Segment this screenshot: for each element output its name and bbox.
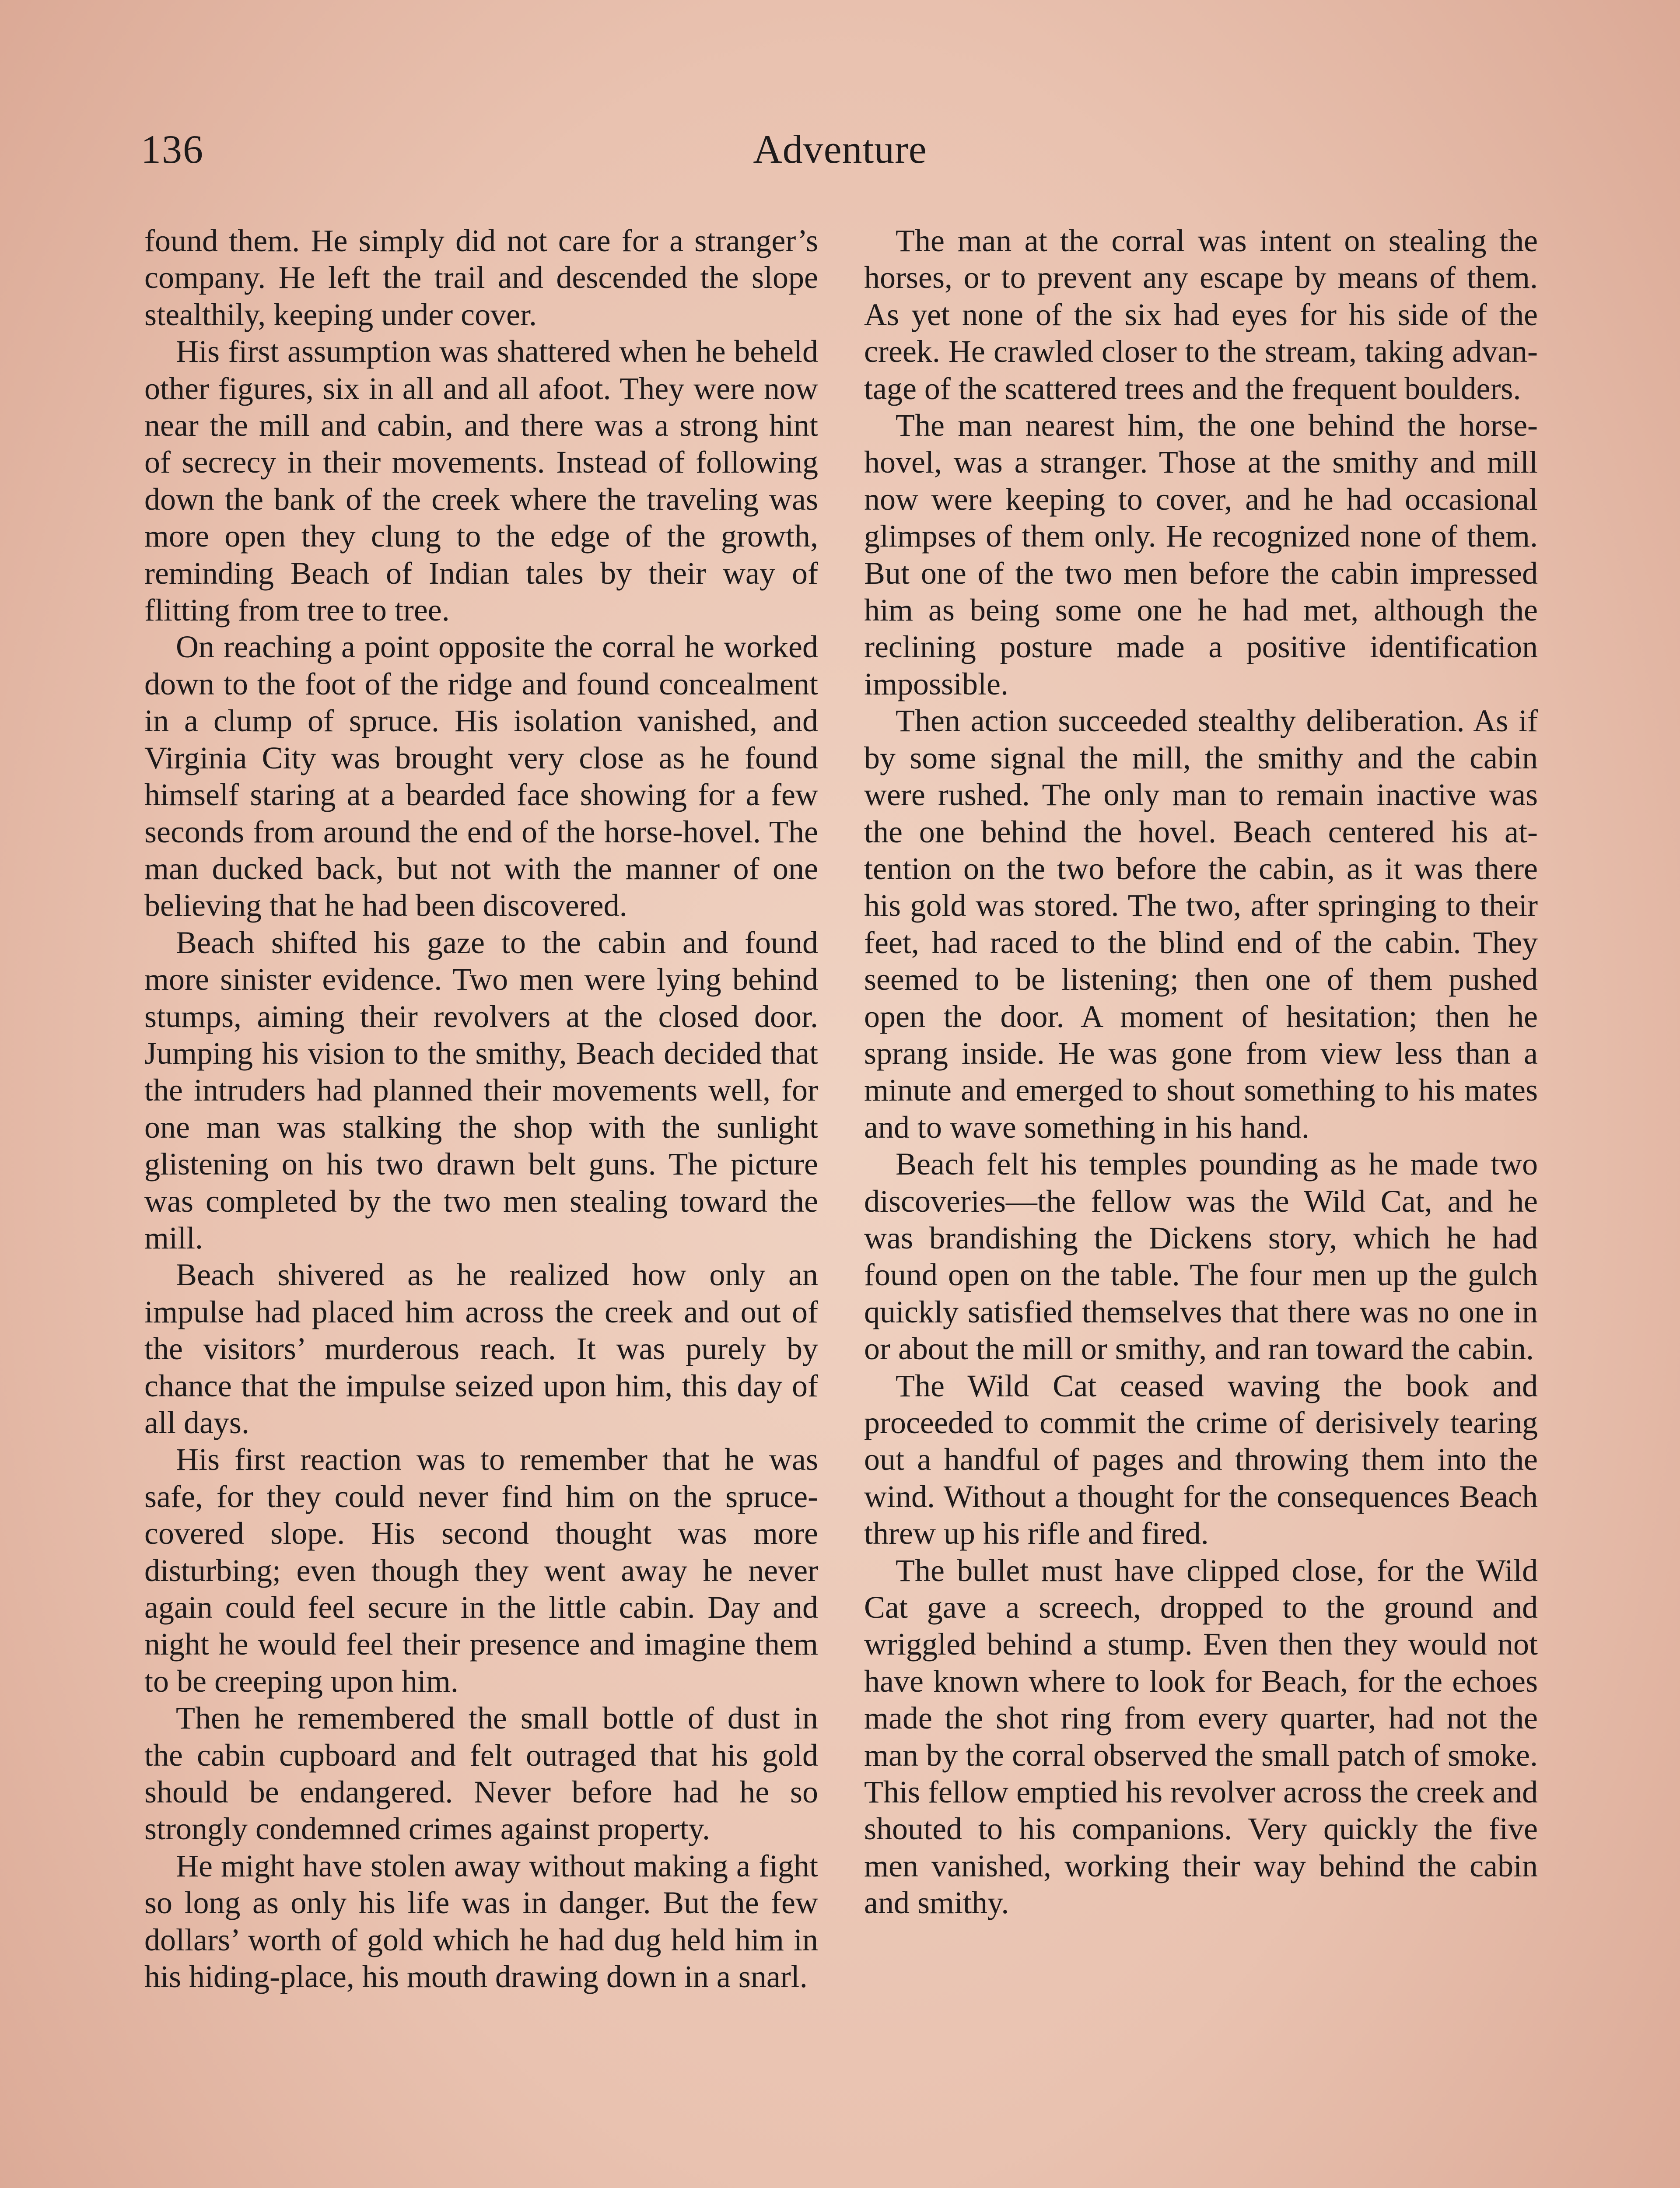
page-number: 136 (141, 127, 204, 172)
paragraph: The bullet must have clipped close, for the Wild Cat gave a screech, dropped to the ground and wriggled behind a stump. Even then they would not have known where to look for Beach, for the echoes made the shot ring from every quarter, had not the man by the corral observed the small patch of smoke. This fellow emptied his revolver across the creek and shouted to his companions. Very quickly the five men vanished, working their way behind the cabin and smithy. (864, 1553, 1538, 1921)
paragraph: Then he remembered the small bottle of dust in the cabin cupboard and felt outraged that his gold should be endangered. Never before had he so strongly condemned crimes against property. (144, 1701, 818, 1847)
paragraph: Beach shifted his gaze to the cabin and found more sinister evidence. Two men were lying behind stumps, aiming their revolvers at the closed door. Jumping his vision to the smithy, Beach decided that the intruders had planned their movements well, for one man was stalking the shop with the sunlight glistening on his two drawn belt guns. The picture was completed by the two men stealing toward the mill. (144, 925, 818, 1255)
paragraph: The man nearest him, the one behind the horse-hovel, was a stranger. Those at the smithy and mill now were keeping to cover, and he had occasional glimpses of them only. He recognized none of them. But one of the two men before the cabin impressed him as being some one he had met, although the reclining posture made a positive identification impossible. (864, 408, 1538, 701)
left-column (144, 222, 818, 1995)
paragraph: The Wild Cat ceased waving the book and proceeded to commit the crime of derisively tearing out a handful of pages and throwing them into the wind. Without a thought for the consequences Beach threw up his rifle and fired. (864, 1368, 1538, 1551)
paragraph: His first assumption was shattered when he beheld other figures, six in all and all afoot. They were now near the mill and cabin, and there was a strong hint of secrecy in their movements. Instead of following down the bank of the creek where the traveling was more open they clung to the edge of the growth, reminding Beach of Indian tales by their way of flitting from tree to tree. (144, 334, 818, 628)
paragraph: Beach felt his temples pounding as he made two discoveries—the fellow was the Wild Cat, and he was brandishing the Dickens story, which he had found open on the table. The four men up the gulch quickly satisfied themselves that there was no one in or about the mill or smithy, and ran toward the cabin. (864, 1147, 1538, 1367)
paragraph: He might have stolen away without making a fight so long as only his life was in danger. But the few dollars’ worth of gold which he had dug held him in his hiding-place, his mouth drawing down in a snarl. (144, 1848, 818, 1995)
paragraph: found them. He simply did not care for a stranger’s company. He left the trail and descended the slope stealthily, keeping under cover. (144, 223, 818, 332)
paragraph: The man at the corral was intent on stealing the horses, or to prevent any escape by means of them. As yet none of the six had eyes for his side of the creek. He crawled closer to the stream, taking advantage of the scattered trees and the frequent boulders. (864, 223, 1538, 406)
running-title: Adventure (753, 127, 927, 172)
right-column (864, 222, 1538, 1922)
paragraph: Beach shivered as he realized how only an impulse had placed him across the creek and out of the visitors’ murderous reach. It was purely by chance that the impulse seized upon him, this day of all days. (144, 1257, 818, 1440)
paragraph: Then action succeeded stealthy deliberation. As if by some signal the mill, the smithy and the cabin were rushed. The only man to remain inactive was the one behind the hovel. Beach centered his attention on the two before the cabin, as it was there his gold was stored. The two, after springing to their feet, had raced to the blind end of the cabin. They seemed to be listening; then one of them pushed open the door. A moment of hesitation; then he sprang inside. He was gone from view less than a minute and emerged to shout something to his mates and to wave something in his hand. (864, 703, 1538, 1145)
paragraph: His first reaction was to remember that he was safe, for they could never find him on the spruce-covered slope. His second thought was more disturbing; even though they went away he never again could feel secure in the little cabin. Day and night he would feel their presence and imagine them to be creeping upon him. (144, 1442, 818, 1699)
paragraph: On reaching a point opposite the corral he worked down to the foot of the ridge and found concealment in a clump of spruce. His isolation vanished, and Virginia City was brought very close as he found himself staring at a bearded face showing for a few seconds from around the end of the horse-hovel. The man ducked back, but not with the manner of one believing that he had been discovered. (144, 629, 818, 923)
